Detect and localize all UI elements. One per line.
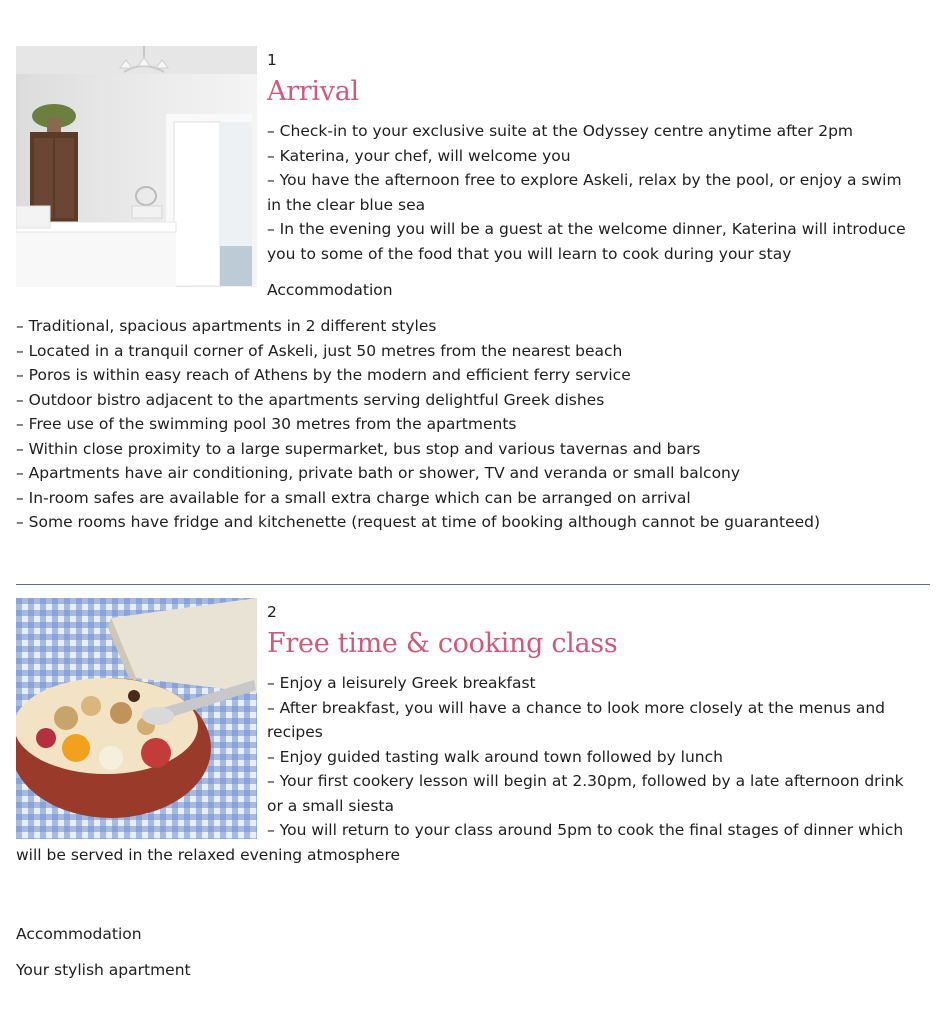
accommodation-label: Accommodation	[267, 281, 393, 299]
itinerary-bullet: – In the evening you will be a guest at the welcome dinner, Katerina will introduce you to some of the food that you will learn to cook during your stay	[267, 220, 906, 263]
accommodation-text: Your stylish apartment	[16, 961, 191, 979]
day-number: 2	[267, 603, 277, 621]
accommodation-item: – Within close proximity to a large supermarket, bus stop and various tavernas and bars	[16, 439, 701, 458]
section-divider	[16, 584, 930, 585]
accommodation-label: Accommodation	[16, 925, 142, 943]
day-title: Free time & cooking class	[267, 628, 618, 659]
itinerary-bullet: – Your first cookery lesson will begin at 2.30pm, followed by a late afternoon drink or a small siesta	[267, 772, 904, 815]
accommodation-list	[16, 314, 916, 535]
itinerary-bullet: – Enjoy a leisurely Greek breakfast	[267, 674, 536, 692]
itinerary-bullet: – Check-in to your exclusive suite at the Odyssey centre anytime after 2pm	[267, 122, 854, 140]
itinerary-bullet: – After breakfast, you will have a chance to look more closely at the menus and recipes	[267, 698, 886, 741]
itinerary-bullet: – You will return to your class around 5pm to cook the final stages of dinner which will be served in the relaxed evening atmosphere	[16, 821, 904, 864]
accommodation-item: – Apartments have air conditioning, private bath or shower, TV and veranda or small balcony	[16, 464, 741, 482]
itinerary-bullet: – Katerina, your chef, will welcome you	[267, 146, 571, 165]
accommodation-item: – Some rooms have fridge and kitchenette (request at time of booking although cannot be guaranteed)	[16, 513, 821, 531]
accommodation-item: – Outdoor bistro adjacent to the apartments serving delightful Greek dishes	[16, 390, 605, 409]
accommodation-item: – In-room safes are available for a small extra charge which can be arranged on arrival	[16, 488, 691, 507]
suite-bedroom-image	[16, 46, 257, 287]
itinerary-bullet: – You have the afternoon free to explore Askeli, relax by the pool, or enjoy a swim in the clear blue sea	[267, 171, 902, 214]
day-1-section	[16, 46, 916, 535]
day-2-section	[16, 598, 916, 867]
day-title: Arrival	[267, 76, 359, 107]
accommodation-item: – Free use of the swimming pool 30 metres from the apartments	[16, 415, 517, 433]
itinerary-bullet: – Enjoy guided tasting walk around town followed by lunch	[267, 747, 723, 766]
accommodation-item: – Located in a tranquil corner of Askeli, just 50 metres from the nearest beach	[16, 341, 623, 360]
day-2-accommodation	[16, 922, 916, 994]
accommodation-item: – Poros is within easy reach of Athens by the modern and efficient ferry service	[16, 366, 631, 384]
accommodation-item: – Traditional, spacious apartments in 2 different styles	[16, 317, 437, 335]
greek-breakfast-image	[16, 598, 257, 839]
day-number: 1	[267, 51, 277, 69]
